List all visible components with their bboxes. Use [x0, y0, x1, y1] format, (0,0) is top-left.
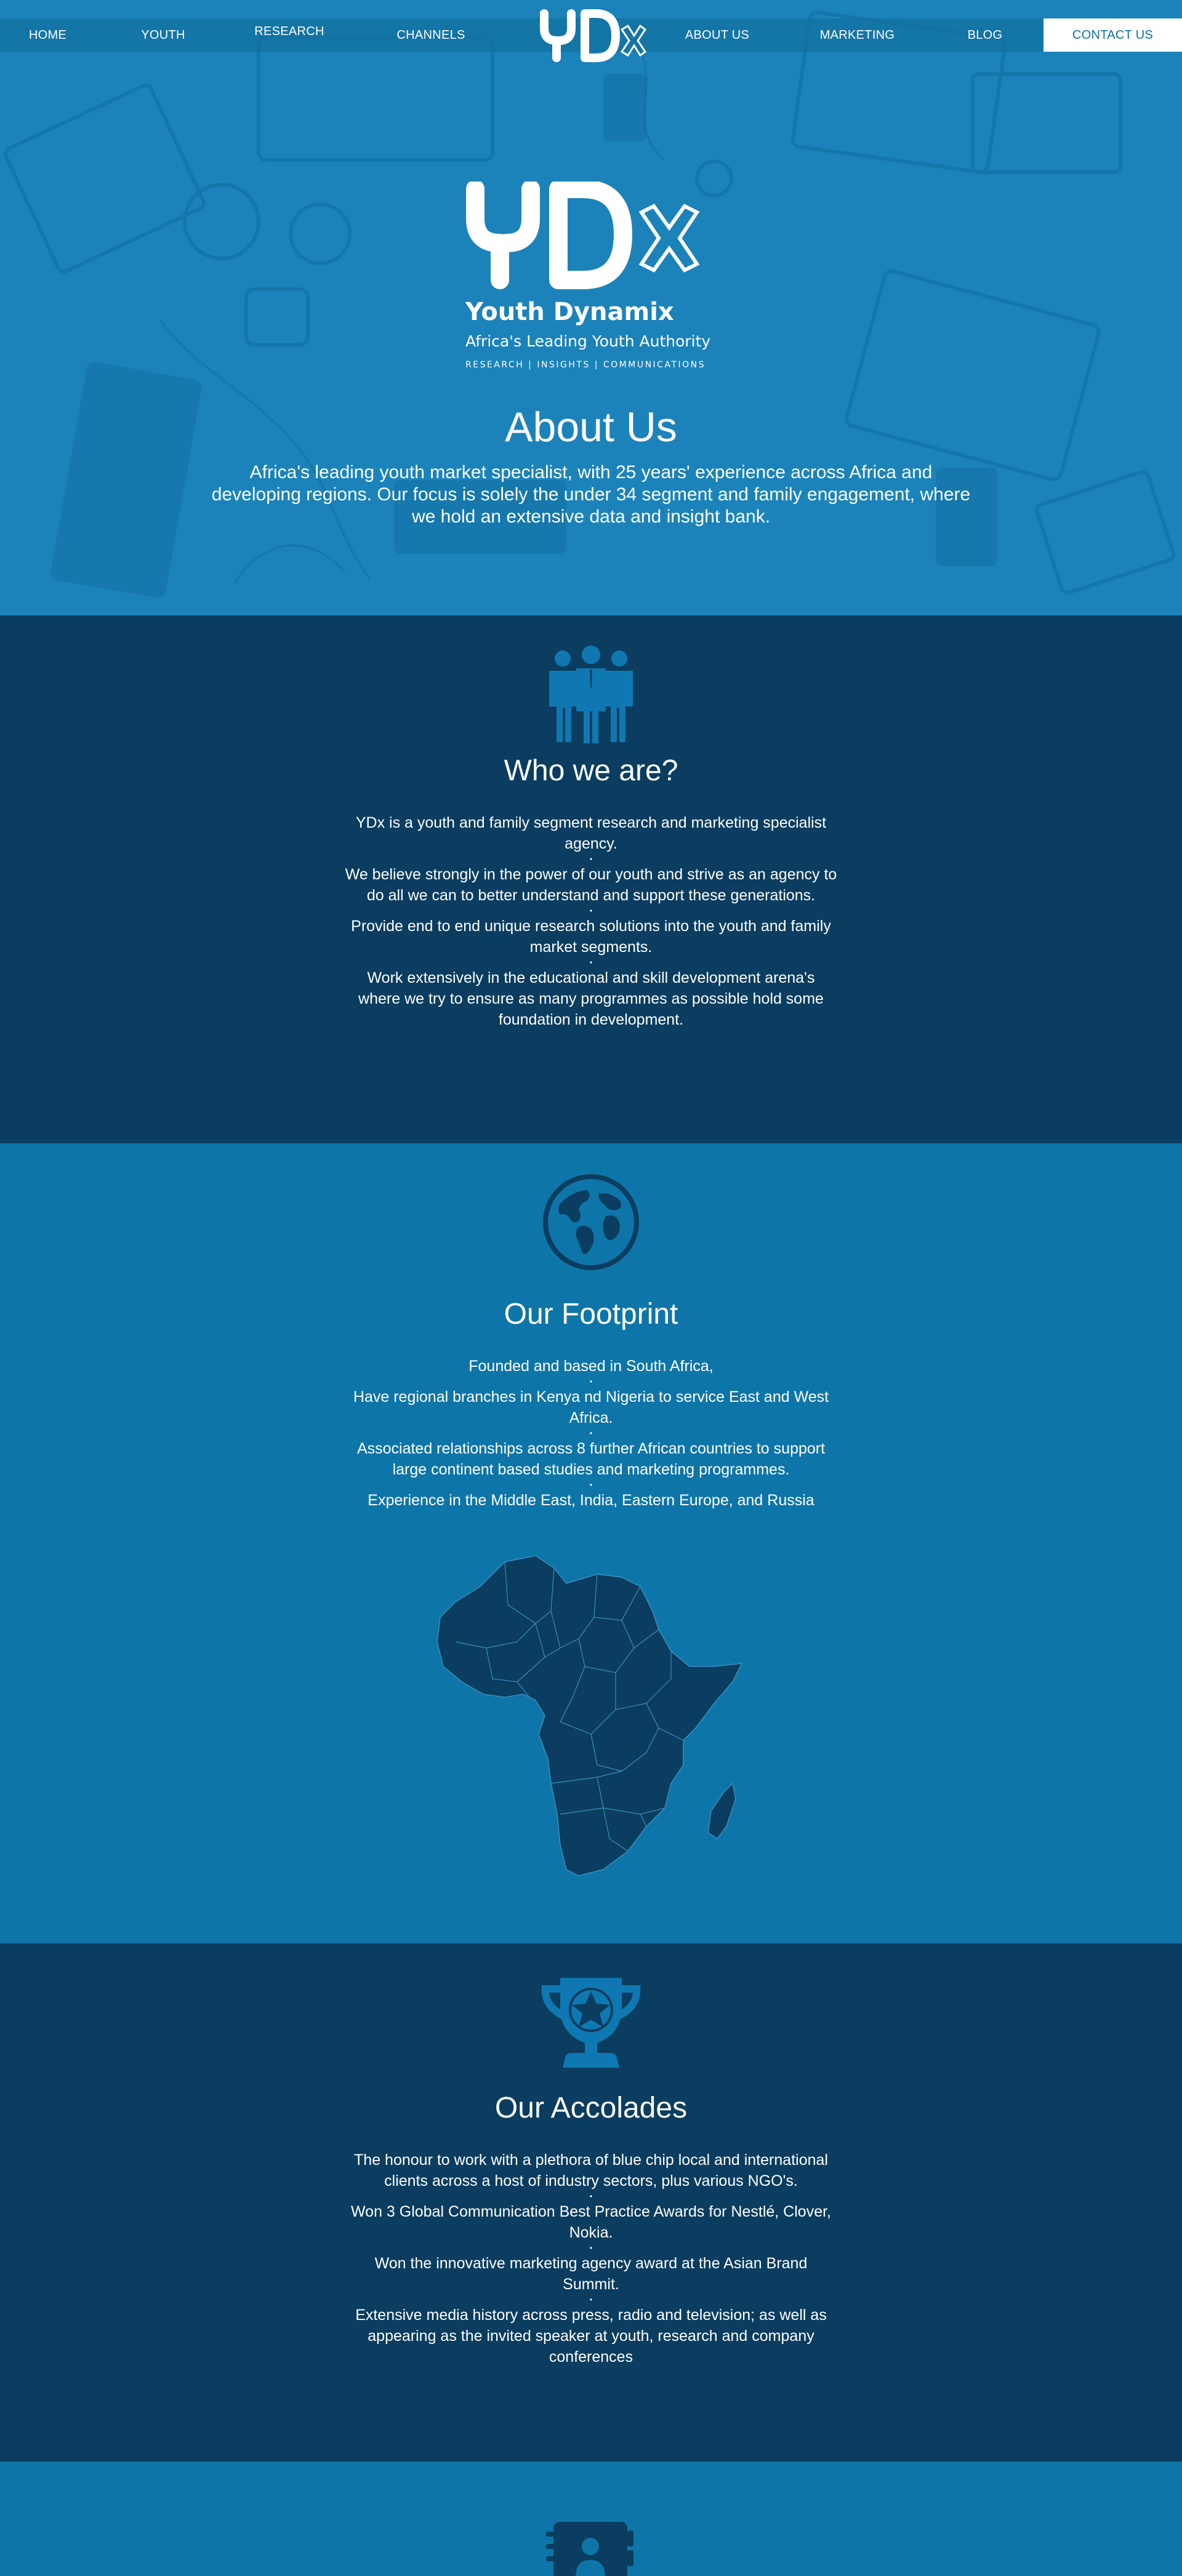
nav-youth-link[interactable]: YOUTH — [141, 28, 185, 42]
logo-tagline: Africa's Leading Youth Authority — [465, 332, 711, 350]
list-item: Provide end to end unique research solutions into the youth and family market segments. — [351, 918, 831, 956]
hero-section — [0, 0, 1182, 615]
bullet-separator: • — [589, 855, 593, 863]
who-we-are-title: Who we are? — [504, 754, 678, 787]
logo-pillars: RESEARCH | INSIGHTS | COMMUNICATIONS — [465, 360, 706, 370]
footprint-list — [345, 1356, 837, 1511]
list-item: Have regional branches in Kenya nd Nigeria to service East and West Africa. — [353, 1388, 829, 1426]
nav-channels-link[interactable]: CHANNELS — [396, 28, 465, 42]
page-title: About Us — [505, 404, 677, 450]
nav-about-link[interactable]: ABOUT US — [685, 28, 750, 42]
list-item: Founded and based in South Africa, — [468, 1358, 714, 1375]
ydx-nav-logo[interactable] — [537, 5, 648, 66]
accolades-title: Our Accolades — [494, 2092, 688, 2124]
bullet-separator: • — [589, 1429, 593, 1438]
next-section — [0, 2462, 1182, 2576]
bullet-separator: • — [589, 2295, 593, 2304]
main-navigation — [0, 0, 1182, 69]
logo-name: Youth Dynamix — [465, 298, 674, 326]
accolades-list — [345, 2150, 837, 2367]
list-item: Experience in the Middle East, India, Eastern Europe, and Russia — [368, 1492, 814, 1509]
africa-map — [437, 1550, 745, 1882]
nav-blog-link[interactable]: BLOG — [967, 28, 1003, 42]
who-we-are-section — [0, 615, 1182, 1143]
nav-marketing-link[interactable]: MARKETING — [819, 28, 895, 42]
bullet-separator: • — [589, 1481, 593, 1489]
who-we-are-list — [345, 812, 837, 1030]
accolades-section — [0, 1943, 1182, 2462]
globe-icon — [542, 1173, 640, 1271]
footprint-section — [0, 1143, 1182, 1943]
contact-book-icon — [545, 2522, 637, 2576]
bullet-separator: • — [589, 2192, 593, 2201]
list-item: We believe strongly in the power of our youth and strive as an agency to do all we can to better understand and support these generations. — [345, 866, 837, 904]
trophy-icon — [536, 1974, 646, 2079]
list-item: Won the innovative marketing agency award at the Asian Brand Summit. — [374, 2255, 808, 2293]
list-item: Won 3 Global Communication Best Practice Awards for Nestlé, Clover, Nokia. — [351, 2203, 831, 2241]
bullet-separator: • — [589, 958, 593, 967]
nav-research-link[interactable]: RESEARCH — [254, 25, 324, 38]
contact-us-button[interactable]: CONTACT US — [1043, 18, 1182, 52]
bullet-separator: • — [589, 2244, 593, 2252]
list-item: The honour to work with a plethora of blue chip local and international clients across a host of industry sectors, plus various NGO's. — [354, 2151, 828, 2190]
list-item: YDx is a youth and family segment research and marketing specialist agency. — [355, 814, 827, 852]
bullet-separator: • — [589, 1377, 593, 1386]
footprint-title: Our Footprint — [504, 1298, 678, 1330]
bullet-separator: • — [589, 906, 593, 915]
list-item: Work extensively in the educational and skill development arena's where we try to ensure as many programmes as possible hold some foundation in development. — [358, 969, 824, 1028]
people-icon — [547, 645, 635, 743]
list-item: Extensive media history across press, radio and television; as well as appearing as the invited speaker at youth, research and company conferences — [355, 2306, 827, 2366]
ydx-hero-logo — [463, 182, 722, 378]
hero-description: Africa's leading youth market specialist, with 25 years' experience across Africa and developing regions. Our focus is solely the under 34 segment and family engagement, where we hold an extensive data and insight bank. — [211, 462, 971, 527]
nav-home-link[interactable]: HOME — [28, 28, 67, 42]
list-item: Associated relationships across 8 further African countries to support large continent based studies and marketing programmes. — [356, 1440, 826, 1478]
